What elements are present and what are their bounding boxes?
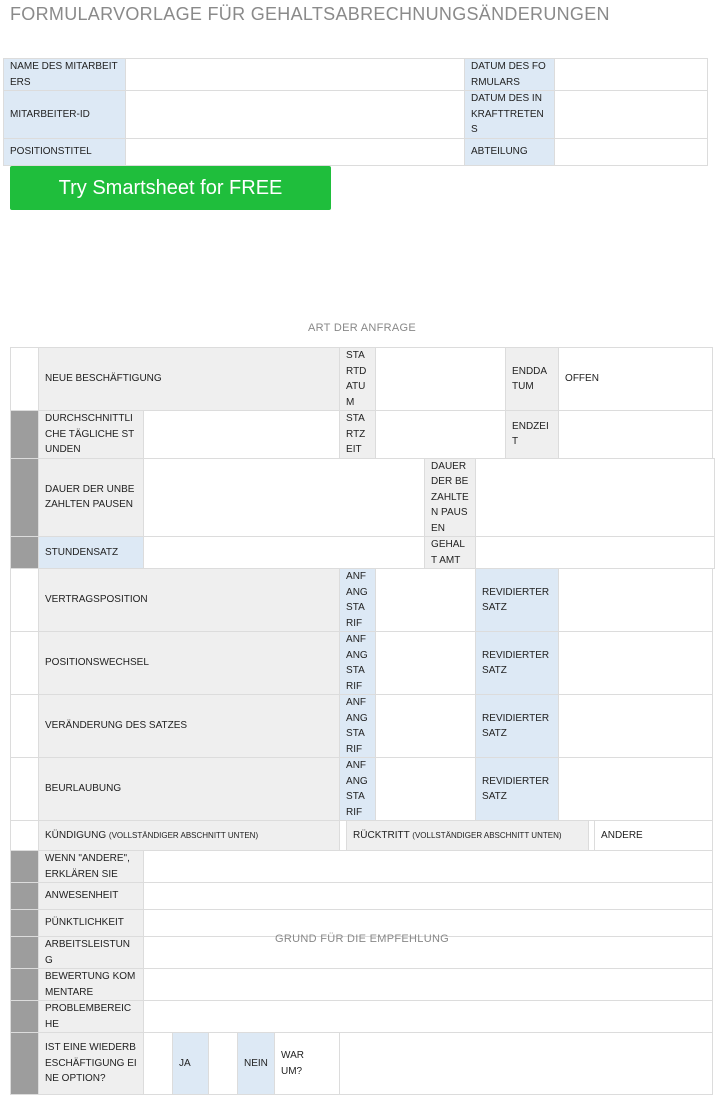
problem-area-field[interactable] <box>144 1001 713 1033</box>
effective-date-field[interactable] <box>555 91 708 139</box>
resignation-note: (VOLLSTÄNDIGER ABSCHNITT UNTEN) <box>412 830 562 840</box>
row-marker <box>11 851 39 883</box>
problem-area-label: PROBLEMBEREICHE <box>39 1001 144 1033</box>
revised-rate-label: REVIDIERTER SATZ <box>476 569 559 632</box>
leave-label: BEURLAUBUNG <box>39 758 340 821</box>
attendance-field[interactable] <box>144 883 713 910</box>
revised-rate-label: REVIDIERTER SATZ <box>476 758 559 821</box>
rehire-no-label: NEIN <box>238 1033 275 1095</box>
termination-text: KÜNDIGUNG <box>45 829 107 841</box>
hourly-rate-field[interactable] <box>144 537 425 569</box>
end-time-label: ENDZEIT <box>506 411 559 459</box>
salary-label: GEHALT AMT <box>425 537 476 569</box>
row-marker <box>11 458 39 537</box>
leave-checkbox[interactable] <box>11 758 39 821</box>
resignation-label <box>347 821 589 851</box>
rating-comments-label: BEWERTUNG KOMMENTARE <box>39 969 144 1001</box>
other-label: ANDERE <box>595 821 713 851</box>
avg-hours-field[interactable] <box>144 411 340 459</box>
rehire-yes-label: JA <box>173 1033 209 1095</box>
rehire-why-field[interactable] <box>340 1033 713 1095</box>
form-date-label: DATUM DES FORMULARS <box>465 59 555 91</box>
contract-position-checkbox[interactable] <box>11 569 39 632</box>
initial-rate-field[interactable] <box>376 632 476 695</box>
if-other-field[interactable] <box>144 851 713 883</box>
position-title-label: POSITIONSTITEL <box>4 138 126 165</box>
initial-rate-field[interactable] <box>376 695 476 758</box>
recommendation-heading: GRUND FÜR DIE EMPFEHLUNG <box>275 933 450 945</box>
try-smartsheet-button[interactable]: Try Smartsheet for FREE <box>10 166 331 210</box>
termination-label <box>39 821 340 851</box>
start-date-label: STARTDATUM <box>340 348 376 411</box>
punctuality-label: PÜNKTLICHKEIT <box>39 910 144 937</box>
rate-change-checkbox[interactable] <box>11 695 39 758</box>
row-marker <box>11 969 39 1001</box>
row-marker <box>11 1033 39 1095</box>
revised-rate-field[interactable] <box>559 632 713 695</box>
employee-id-label: MITARBEITER-ID <box>4 91 126 139</box>
initial-rate-label: ANFANGSTARIF <box>340 695 376 758</box>
revised-rate-field[interactable] <box>559 695 713 758</box>
contract-position-label: VERTRAGSPOSITION <box>39 569 340 632</box>
rehire-yes-checkbox[interactable] <box>144 1033 173 1095</box>
if-other-label: WENN "ANDERE", ERKLÄREN SIE <box>39 851 144 883</box>
new-employment-label: NEUE BESCHÄFTIGUNG <box>39 348 340 411</box>
position-title-field[interactable] <box>126 138 465 165</box>
department-label: ABTEILUNG <box>465 138 555 165</box>
unpaid-breaks-field[interactable] <box>144 458 425 537</box>
paid-breaks-label: DAUER DER BEZAHLTEN PAUSEN <box>425 458 476 537</box>
end-time-field[interactable] <box>559 411 713 459</box>
position-change-checkbox[interactable] <box>11 632 39 695</box>
initial-rate-field[interactable] <box>376 758 476 821</box>
request-type-table <box>10 347 715 1095</box>
termination-note: (VOLLSTÄNDIGER ABSCHNITT UNTEN) <box>108 830 259 840</box>
start-time-field[interactable] <box>376 411 506 459</box>
employee-id-field[interactable] <box>126 91 465 139</box>
employee-name-field[interactable] <box>126 59 465 91</box>
page-title: FORMULARVORLAGE FÜR GEHALTSABRECHNUNGSÄNDERUNGEN <box>10 4 610 24</box>
resignation-checkbox[interactable] <box>340 821 347 851</box>
open-label: OFFEN <box>559 348 713 411</box>
rating-comments-field[interactable] <box>144 969 713 1001</box>
row-marker <box>11 883 39 910</box>
employee-info-table <box>3 58 708 166</box>
position-change-label: POSITIONSWECHSEL <box>39 632 340 695</box>
row-marker <box>11 937 39 969</box>
initial-rate-label: ANFANGSTARIF <box>340 632 376 695</box>
new-employment-checkbox[interactable] <box>11 348 39 411</box>
row-marker <box>11 537 39 569</box>
hourly-rate-label: STUNDENSATZ <box>39 537 144 569</box>
initial-rate-label: ANFANGSTARIF <box>340 758 376 821</box>
paid-breaks-field[interactable] <box>476 458 715 537</box>
revised-rate-field[interactable] <box>559 569 713 632</box>
end-date-label: ENDDATUM <box>506 348 559 411</box>
form-date-field[interactable] <box>555 59 708 91</box>
row-marker <box>11 910 39 937</box>
performance-label: ARBEITSLEISTUNG <box>39 937 144 969</box>
employee-name-label: NAME DES MITARBEITERS <box>4 59 126 91</box>
rehire-no-checkbox[interactable] <box>209 1033 238 1095</box>
initial-rate-label: ANFANGSTARIF <box>340 569 376 632</box>
attendance-label: ANWESENHEIT <box>39 883 144 910</box>
rehire-why-label: WARUM? <box>275 1033 340 1095</box>
row-marker <box>11 411 39 459</box>
effective-date-label: DATUM DES INKRAFTTRETENS <box>465 91 555 139</box>
department-field[interactable] <box>555 138 708 165</box>
rehire-label: IST EINE WIEDERBESCHÄFTIGUNG EINE OPTION? <box>39 1033 144 1095</box>
rate-change-label: VERÄNDERUNG DES SATZES <box>39 695 340 758</box>
row-marker <box>11 1001 39 1033</box>
initial-rate-field[interactable] <box>376 569 476 632</box>
revised-rate-label: REVIDIERTER SATZ <box>476 632 559 695</box>
termination-checkbox[interactable] <box>11 821 39 851</box>
start-time-label: STARTZEIT <box>340 411 376 459</box>
revised-rate-field[interactable] <box>559 758 713 821</box>
salary-field[interactable] <box>476 537 715 569</box>
unpaid-breaks-label: DAUER DER UNBEZAHLTEN PAUSEN <box>39 458 144 537</box>
avg-hours-label: DURCHSCHNITTLICHE TÄGLICHE STUNDEN <box>39 411 144 459</box>
start-date-field[interactable] <box>376 348 506 411</box>
resignation-text: RÜCKTRITT <box>353 829 410 841</box>
request-type-heading: ART DER ANFRAGE <box>308 322 417 334</box>
revised-rate-label: REVIDIERTER SATZ <box>476 695 559 758</box>
